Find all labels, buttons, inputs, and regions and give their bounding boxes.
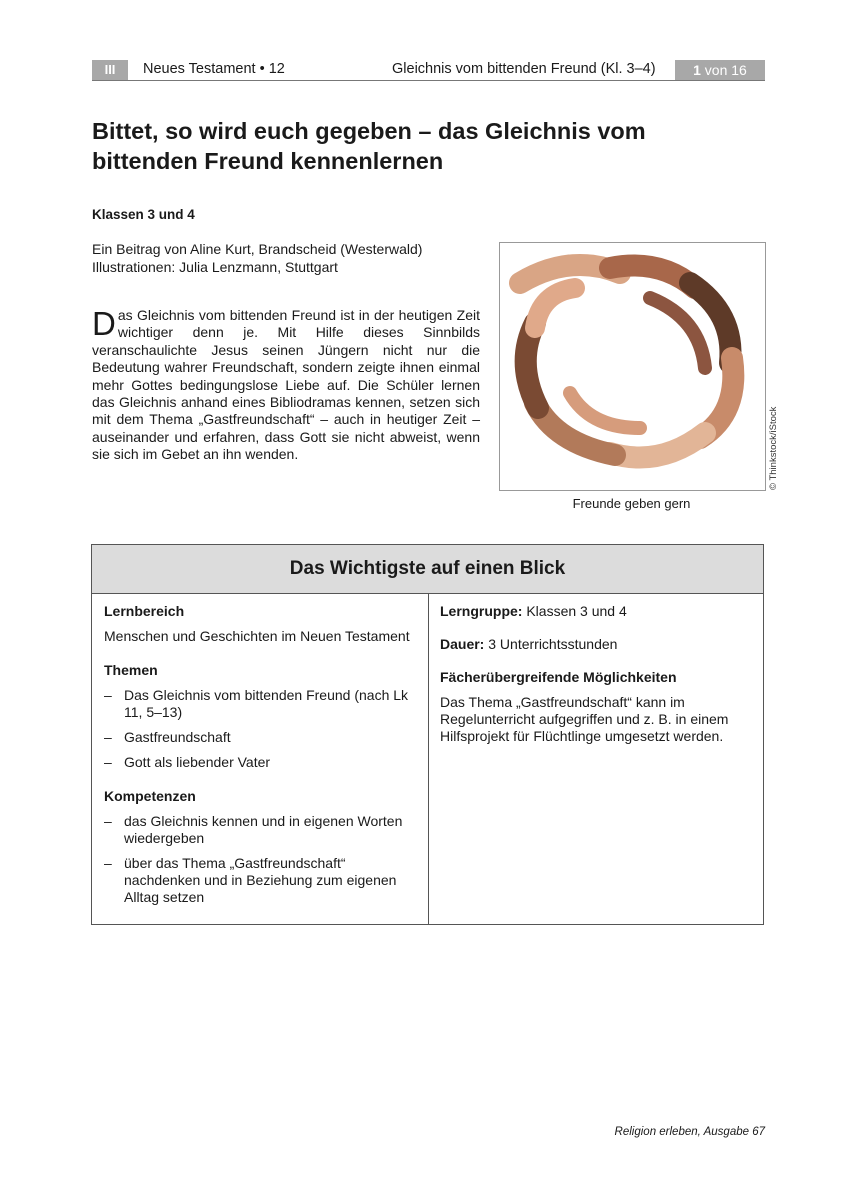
lerngruppe-row <box>440 603 755 620</box>
photo-credit <box>768 400 788 490</box>
photo-caption: Freunde geben gern <box>572 496 691 511</box>
intro-paragraph <box>92 307 480 464</box>
list-item <box>104 754 414 771</box>
list-item <box>104 813 414 847</box>
list-item-text: Gastfreundschaft <box>124 729 231 745</box>
photo-credit-text: © Thinkstock/iStock <box>768 406 779 490</box>
kompetenzen-label: Kompetenzen <box>104 788 196 804</box>
intro-text: as Gleichnis vom bittenden Freund ist in der heutigen Zeit wichtiger denn je. Mit Hilfe dieses Sinnbilds veranschaulichte Jesus seinen Jüngern nicht nur die Bedeutung wahrer Freundschaft, sondern zeigte ihnen einmal mehr Gottes bedingungslose Liebe auf. Die Schüler lernen das Gleichnis anhand eines Bibliodramas kennen, setzen sich mit dem Thema „Gastfreundschaft“ – auch in heutiger Zeit – auseinander und erfahren, dass Gott sie nicht abweist, wenn sie sich im Gebet an ihn wenden. <box>92 307 480 463</box>
list-item-text: das Gleichnis kennen und in eigenen Worten wiedergeben <box>124 813 403 846</box>
list-dash: – <box>104 855 112 871</box>
unit-title: Gleichnis vom bittenden Freund (Kl. 3–4) <box>392 61 656 77</box>
overview-left-column <box>104 594 414 914</box>
lernbereich-text: Menschen und Geschichten im Neuen Testament <box>104 628 410 644</box>
hands-circle-photo <box>499 242 766 491</box>
overview-right-column <box>440 594 755 745</box>
kompetenzen-list <box>104 813 414 906</box>
hands-circle-illustration <box>500 243 765 490</box>
credits <box>92 241 422 276</box>
dauer-label: Dauer: <box>440 636 485 652</box>
author-credit: Ein Beitrag von Aline Kurt, Brandscheid (Westerwald) <box>92 241 423 257</box>
section-number: III <box>92 60 128 80</box>
list-dash: – <box>104 813 112 829</box>
footer-publication: Religion erleben, Ausgabe 67 <box>614 1126 765 1138</box>
list-item-text: Gott als liebender Vater <box>124 754 271 770</box>
overview-heading: Das Wichtigste auf einen Blick <box>92 545 763 594</box>
faecher-text: Das Thema „Gastfreundschaft“ kann im Regelunterricht aufgegriffen und z. B. in einem Hilfsprojekt für Flüchtlinge umgesetzt werden. <box>440 694 729 744</box>
faecher-label: Fächerübergreifende Möglichkeiten <box>440 669 677 685</box>
list-dash: – <box>104 687 112 703</box>
dauer-row <box>440 636 755 653</box>
lerngruppe-label: Lerngruppe: <box>440 603 523 619</box>
page-indicator <box>675 60 765 80</box>
list-item <box>104 729 414 746</box>
list-item-text: über das Thema „Gastfreundschaft“ nachdenken und in Beziehung zum eigenen Alltag setzen <box>124 855 397 905</box>
page-current: 1 <box>693 62 701 78</box>
themen-label: Themen <box>104 662 158 678</box>
drop-cap: D <box>92 305 116 342</box>
grade-level: Klassen 3 und 4 <box>92 207 195 222</box>
list-item-text: Das Gleichnis vom bittenden Freund (nach Lk 11, 5–13) <box>124 687 409 720</box>
lerngruppe-value: Klassen 3 und 4 <box>522 603 627 619</box>
list-item <box>104 855 414 906</box>
section-title: Neues Testament • 12 <box>143 61 285 77</box>
list-dash: – <box>104 754 112 770</box>
illustration-credit: Illustrationen: Julia Lenzmann, Stuttgart <box>92 258 338 275</box>
page-total: von 16 <box>700 62 747 78</box>
overview-box <box>91 544 764 925</box>
page-title: Bittet, so wird euch gegeben – das Gleichnis vom bittenden Freund kennenlernen <box>92 118 646 174</box>
lernbereich-label: Lernbereich <box>104 603 185 619</box>
header-divider <box>92 80 765 81</box>
column-divider <box>428 594 429 924</box>
list-dash: – <box>104 729 112 745</box>
dauer-value: 3 Unterrichtsstunden <box>484 636 618 652</box>
themen-list <box>104 687 414 771</box>
list-item <box>104 687 414 721</box>
